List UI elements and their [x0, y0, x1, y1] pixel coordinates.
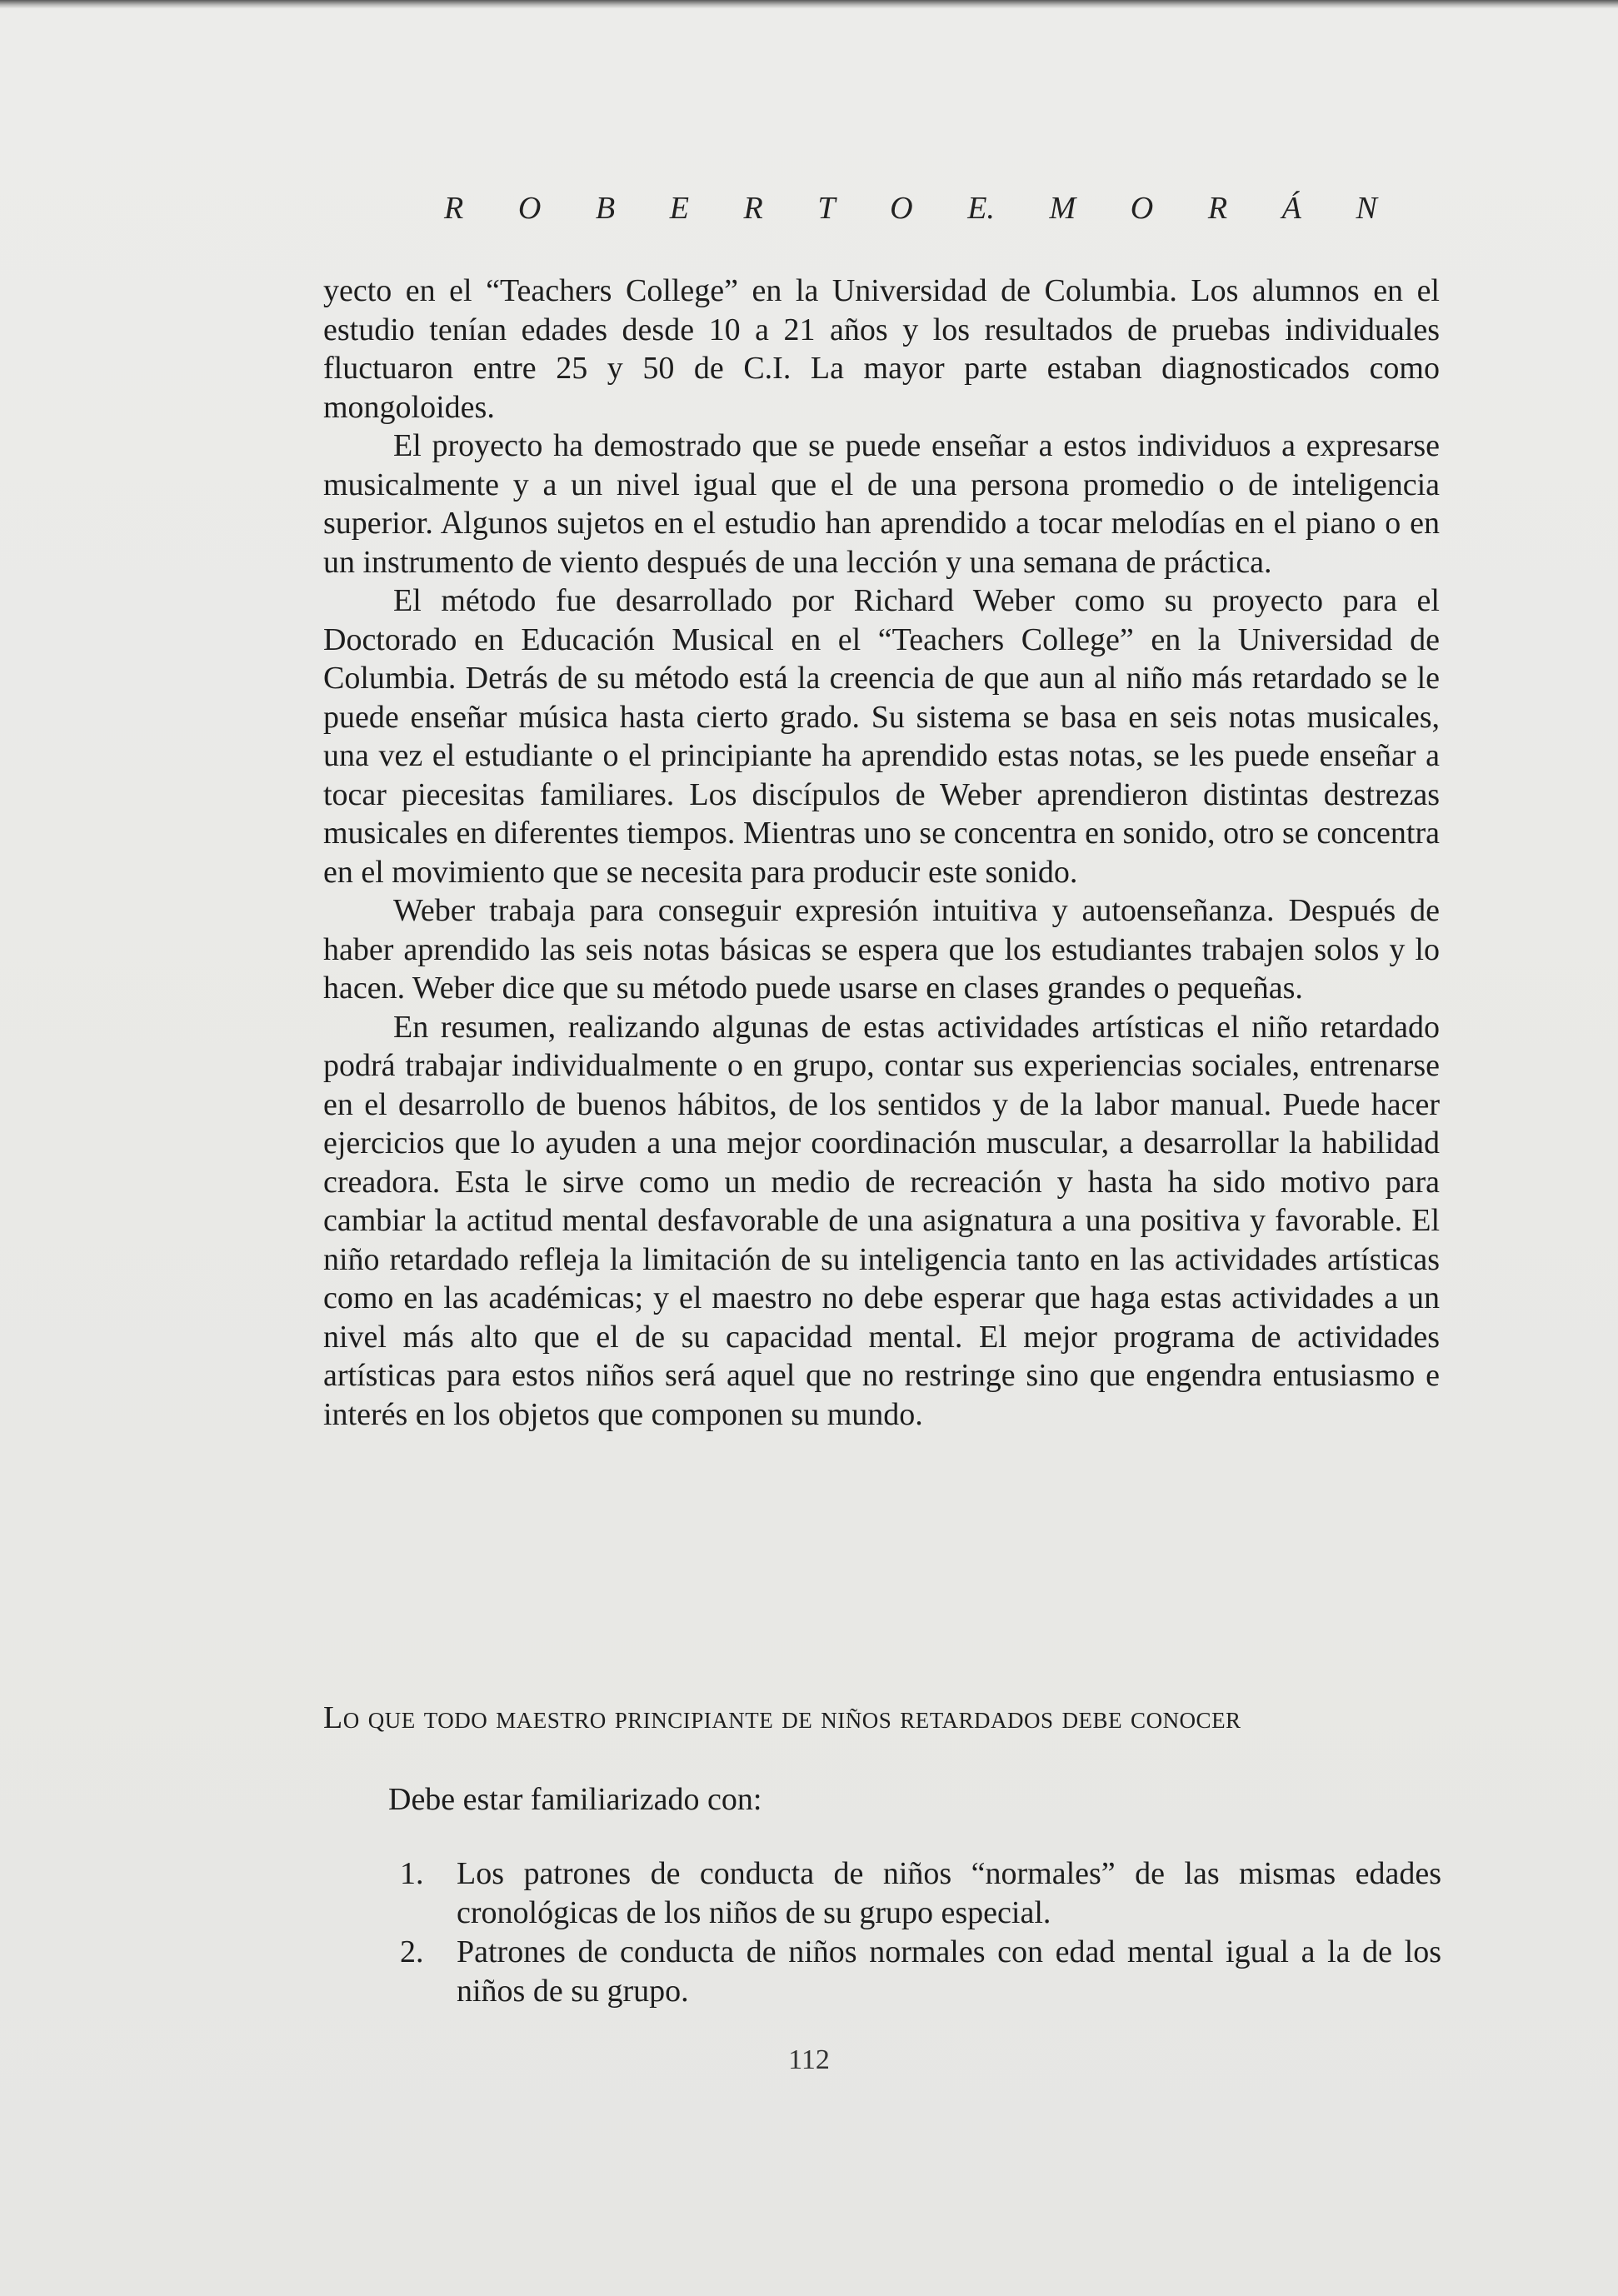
paragraph-continuation: yecto en el “Teachers College” en la Universidad de Columbia. Los alumnos en el estudio tenían edades desde 10 a 21 años y los resultados de pruebas individuales fluctuaron entre 25 y 50 de C.I. La mayor parte estaban diagnosticados como mongoloides. [323, 273, 1440, 425]
running-head-letter: E [669, 191, 689, 226]
numbered-list [400, 1854, 1441, 2011]
page-top-edge-shadow [0, 0, 1618, 8]
running-head-letter: Á [1281, 191, 1301, 226]
paragraph: El proyecto ha demostrado que se puede enseñar a estos individuos a expresarse musicalmente y a un nivel igual que el de una persona promedio o de inteligencia superior. Algunos sujetos en el estudio han aprendido a tocar melodías en el piano o en un instrumento de viento después de una lección y una semana de práctica. [323, 428, 1440, 580]
list-item-number: 2. [400, 1934, 424, 1969]
running-head-letter: R [743, 191, 763, 226]
running-head-letter: B [595, 191, 616, 226]
list-item-text: Los patrones de conducta de niños “normales” de las mismas edades cronológicas de los niños de su grupo especial. [457, 1856, 1441, 1930]
section-heading: Lo que todo maestro principiante de niños retardados debe conocer [323, 1700, 1241, 1735]
paragraph: En resumen, realizando algunas de estas actividades artísticas el niño retardado podrá trabajar individualmente o en grupo, contar sus experiencias sociales, entrenarse en el desarrollo de buenos hábitos, de los sentidos y de la labor manual. Puede hacer ejercicios que lo ayuden a una mejor coordinación muscular, a desarrollar la habilidad creadora. Esta le sirve como un medio de recreación y hasta ha sido motivo para cambiar la actitud mental desfavorable de una asignatura a una positiva y favorable. El niño retardado refleja la limitación de su inteligencia tanto en las actividades artísticas como en las académicas; y el maestro no debe esperar que haga estas actividades a un nivel más alto que el de su capacidad mental. El mejor programa de actividades artísticas para estos niños será aquel que no restringe sino que engendra entusiasmo e interés en los objetos que componen su mundo. [323, 1009, 1440, 1432]
list-item [400, 1854, 1441, 1932]
list-intro: Debe estar familiarizado con: [388, 1782, 762, 1817]
running-head-letter: T [817, 191, 836, 226]
running-head [444, 190, 1377, 227]
running-head-letter: O [517, 191, 542, 226]
paragraph: El método fue desarrollado por Richard Weber como su proyecto para el Doctorado en Educación Musical en el “Teachers College” en la Universidad de Columbia. Detrás de su método está la creencia de que aun al niño más retardado se le puede enseñar música hasta cierto grado. Su sistema se basa en seis notas musicales, una vez el estudiante o el principiante ha aprendido estas notas, se les puede enseñar a tocar piecesitas familiares. Los discípulos de Weber aprendieron distintas destrezas musicales en diferentes tiempos. Mientras uno se concentra en sonido, otro se concentra en el movimiento que se necesita para producir este sonido. [323, 583, 1440, 890]
list-item [400, 1933, 1441, 2010]
running-head-letter: R [1207, 191, 1228, 226]
running-head-letter: M [1049, 191, 1076, 226]
running-head-letter: O [1130, 191, 1154, 226]
body-text [323, 272, 1440, 1434]
page-number: 112 [788, 2044, 830, 2075]
running-head-letter: E. [967, 191, 995, 226]
running-head-letter: R [444, 191, 464, 226]
list-item-number: 1. [400, 1856, 424, 1891]
paragraph: Weber trabaja para conseguir expresión intuitiva y autoenseñanza. Después de haber aprendido las seis notas básicas se espera que los estudiantes trabajen solos y lo hacen. Weber dice que su método puede usarse en clases grandes o pequeñas. [323, 893, 1440, 1006]
list-item-text: Patrones de conducta de niños normales con edad mental igual a la de los niños de su grupo. [457, 1934, 1441, 2009]
running-head-letter: O [890, 191, 913, 226]
running-head-letter: N [1356, 191, 1377, 226]
